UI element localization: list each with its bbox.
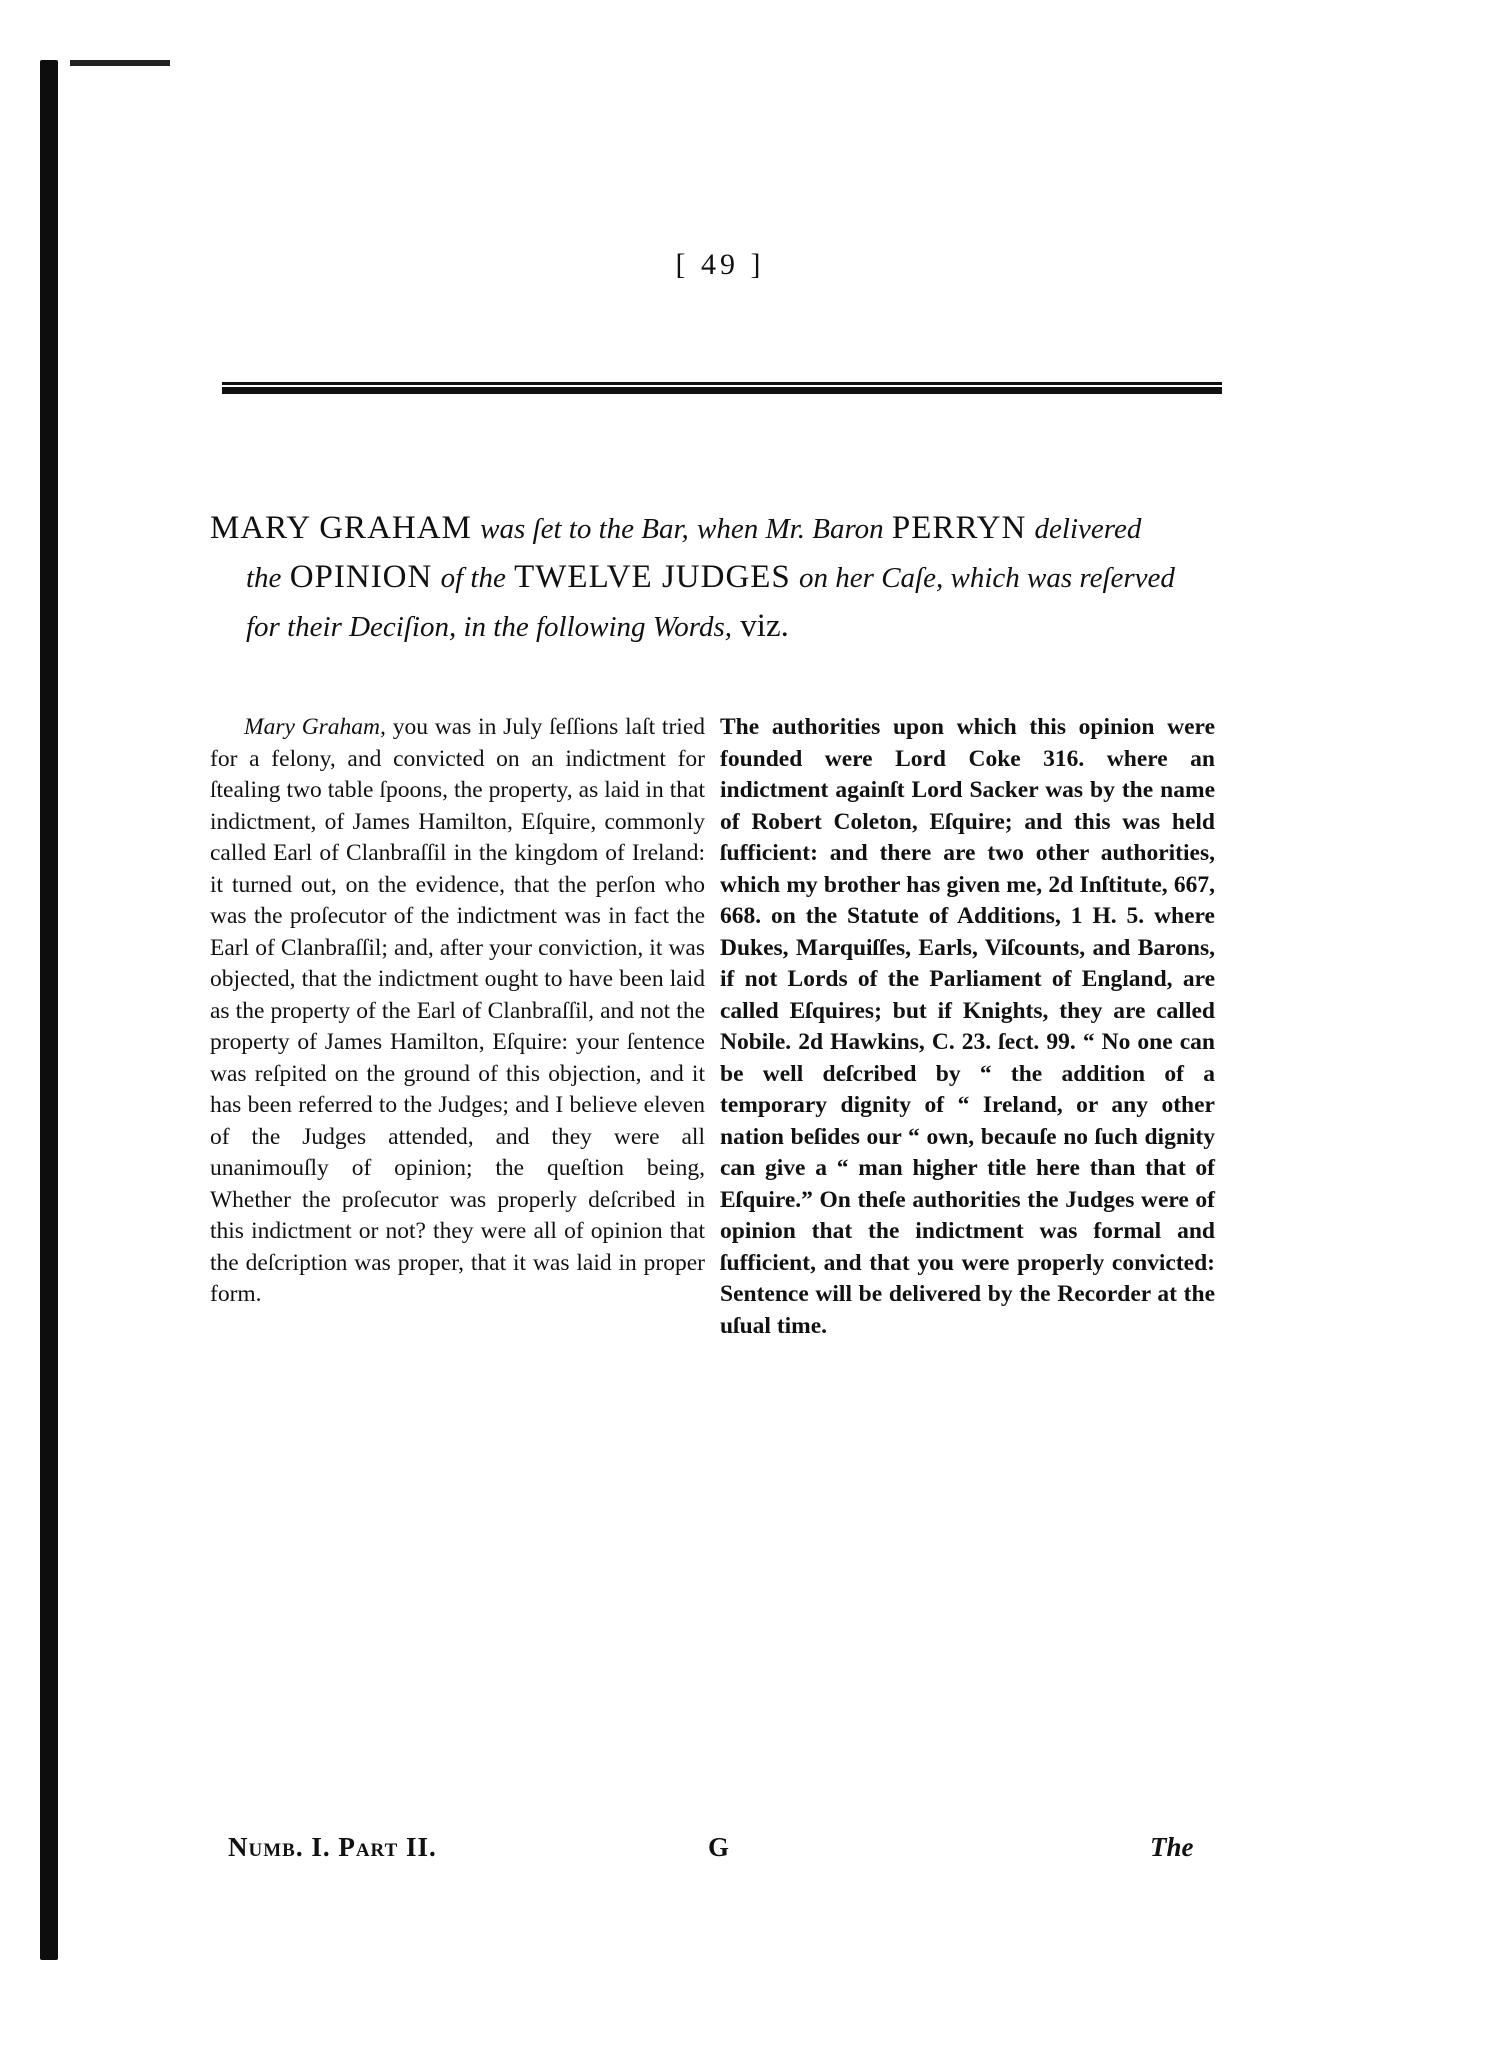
heading-line-1: MARY GRAHAM was ſet to the Bar, when Mr. Baron PERRYN delivered (210, 510, 1142, 546)
page-number: [ 49 ] (675, 248, 765, 281)
addressee-name: Mary Graham, (244, 714, 386, 740)
judge-name: PERRYN (891, 510, 1027, 546)
heading-line-2: the OPINION of the TWELVE JUDGES on her Caſe, which was reſerved (246, 559, 1175, 595)
header-rule (222, 382, 1222, 394)
text-column-right (720, 712, 1215, 1342)
footer-signature-mark: G (708, 1832, 730, 1862)
footer-signature-note: Numb. I. Part II. (228, 1832, 437, 1862)
text-column-left (210, 712, 705, 1311)
page-binding-edge (40, 60, 58, 1960)
footer-catchword: The (1150, 1832, 1194, 1862)
section-heading (210, 504, 1230, 651)
page-binding-top-mark (70, 60, 170, 66)
paragraph-right: The authorities upon which this opinion were founded were Lord Coke 316. where an indictment againſt Lord Sacker was by the name of Robert Coleton, Eſquire; and this was held ſufficient: and there are two other authorities, which my brother has given me, 2d Inſtitute, 667, 668. on the Statute of Additions, 1 H. 5. where Dukes, Marquiſſes, Earls, Viſcounts, and Barons, if not Lords of the Parliament of England, are called Eſquires; but if Knights, they are called Nobile. 2d Hawkins, C. 23. ſect. 99. “ No one can be well deſcribed by “ the addition of a temporary dignity of “ Ireland, or any other nation beſides our “ own, becauſe no ſuch dignity can give a “ man higher title here than that of Eſquire.” On theſe authorities the Judges were of opinion that the indictment was formal and ſufficient, and that you were properly convicted: Sentence will be delivered by the Recorder at the uſual time. (720, 714, 1215, 1339)
heading-line-3: for their Deciſion, in the following Words, viz. (246, 608, 789, 644)
paragraph-left: Mary Graham, you was in July ſeſſions laſt tried for a felony, and convicted on an indictment for ſtealing two table ſpoons, the property, as laid in that indictment, of James Hamilton, Eſquire, commonly called Earl of Clanbraſſil in the kingdom of Ireland: it turned out, on the evidence, that the perſon who was the proſecutor of the indictment was in fact the Earl of Clanbraſſil; and, after your conviction, it was objected, that the indictment ought to have been laid as the property of the Earl of Clanbraſſil, and not the property of James Hamilton, Eſquire: your ſentence was reſpited on the ground of this objection, and it has been referred to the Judges; and I believe eleven of the Judges attended, and they were all unanimouſly of opinion; the queſtion being, Whether the proſecutor was properly deſcribed in this indictment or not? they were all of opinion that the deſcription was proper, that it was laid in proper form. (210, 714, 706, 1307)
defendant-name: MARY GRAHAM (210, 510, 472, 546)
